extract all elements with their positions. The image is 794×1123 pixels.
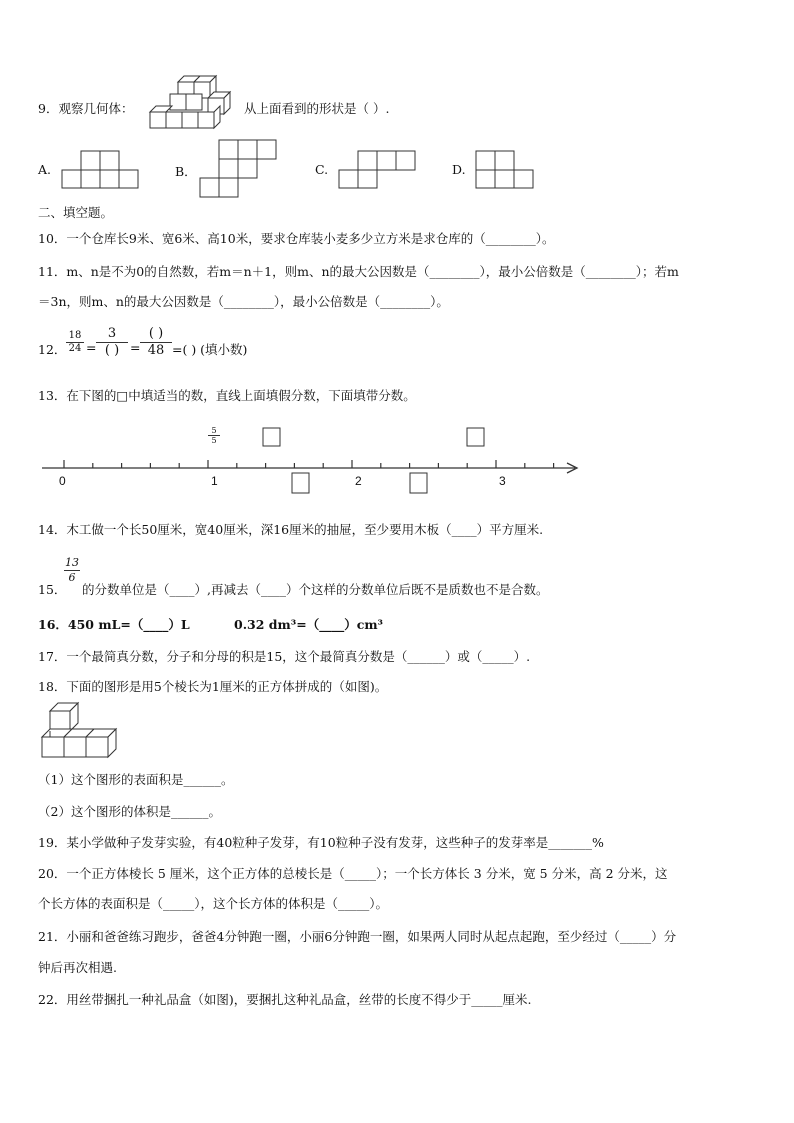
q9-number: 9．观察几何体： bbox=[38, 101, 134, 116]
q12-fraction-2: 3 ( ) bbox=[96, 326, 128, 359]
q9-option-b-figure bbox=[200, 139, 280, 199]
q19-text: 19．某小学做种子发芽实验，有40粒种子发芽，有10粒种子没有发芽，这些种子的发芽率是_______% bbox=[38, 835, 604, 850]
q17-text: 17．一个最简真分数，分子和分母的积是15，这个最简真分数是（______）或（_____）. bbox=[38, 649, 531, 664]
q16-part2: 0.32 dm³=（____）cm³ bbox=[234, 617, 384, 632]
q10-text: 10．一个仓库长9米、宽6米、高10米，要求仓库装小麦多少立方米是求仓库的（________）。 bbox=[38, 231, 555, 246]
q12-equals-2: = bbox=[130, 340, 141, 355]
q15-text: 的分数单位是（____）,再减去（____）个这样的分数单位后既不是质数也不是合数。 bbox=[82, 582, 549, 597]
q9-option-c-label: C. bbox=[315, 162, 329, 177]
answer-box-upper-2[interactable] bbox=[467, 428, 484, 446]
q9-solid-figure bbox=[148, 80, 238, 132]
q9-question-text: 从上面看到的形状是（ ）. bbox=[244, 101, 390, 116]
q20-line1: 20．一个正方体棱长 5 厘米，这个正方体的总棱长是（_____）；一个长方体长 3 分米，宽 5 分米，高 2 分米，这 bbox=[38, 866, 668, 881]
q9-option-c-figure bbox=[339, 150, 419, 190]
q9-option-a-figure bbox=[62, 150, 140, 190]
q11-line1: 11．m、n是不为0的自然数，若m＝n＋1，则m、n的最大公因数是（________），最小公倍数是（________）；若m bbox=[38, 264, 679, 279]
q18-sub2: （2）这个图形的体积是______。 bbox=[38, 804, 221, 819]
q11-line2: ＝3n，则m、n的最大公因数是（________），最小公倍数是（________）。 bbox=[38, 294, 449, 309]
q12-number: 12． bbox=[38, 342, 67, 357]
section-heading: 二、填空题。 bbox=[38, 205, 114, 220]
tick-label-3: 3 bbox=[499, 474, 506, 488]
answer-box-upper-1[interactable] bbox=[263, 428, 280, 446]
q12-fraction-3: ( ) 48 bbox=[140, 326, 172, 359]
q21-line2: 钟后再次相遇. bbox=[38, 960, 117, 975]
q18-sub1: （1）这个图形的表面积是______。 bbox=[38, 772, 234, 787]
tick-label-1: 1 bbox=[211, 474, 218, 488]
tick-label-2: 2 bbox=[355, 474, 362, 488]
q18-text: 18．下面的图形是用5个棱长为1厘米的正方体拼成的（如图)。 bbox=[38, 679, 388, 694]
q9-option-b-label: B． bbox=[175, 164, 197, 179]
q9-option-d-label: D. bbox=[452, 162, 466, 177]
q16-part1: 16．450 mL=（____）L bbox=[38, 617, 190, 632]
q22-text: 22．用丝带捆扎一种礼品盒（如图)，要捆扎这种礼品盒，丝带的长度不得少于_____厘米. bbox=[38, 992, 532, 1007]
q18-cube-figure bbox=[40, 703, 120, 761]
q13-fraction-label: $\frac{5}{5}$ bbox=[208, 426, 220, 445]
q21-line1: 21．小丽和爸爸练习跑步，爸爸4分钟跑一圈，小丽6分钟跑一圈，如果两人同时从起点起跑，至少经过（_____）分 bbox=[38, 929, 677, 944]
q12-equals-1: = bbox=[86, 340, 97, 355]
q13-text: 13．在下图的□中填适当的数，直线上面填假分数，下面填带分数。 bbox=[38, 388, 416, 403]
q14-text: 14．木工做一个长50厘米，宽40厘米，深16厘米的抽屉，至少要用木板（____）平方厘米. bbox=[38, 522, 544, 537]
q15-number: 15． bbox=[38, 582, 67, 597]
q12-fraction-1: $\frac{18}{24}$ bbox=[66, 330, 84, 355]
q12-tail: =( ) (填小数) bbox=[172, 342, 248, 357]
q15-fraction: $\frac{13}{6}$ bbox=[65, 556, 79, 584]
answer-box-lower-1[interactable] bbox=[292, 473, 309, 493]
answer-box-lower-2[interactable] bbox=[410, 473, 427, 493]
q20-line2: 个长方体的表面积是（_____），这个长方体的体积是（_____）。 bbox=[38, 896, 389, 911]
q9-option-d-figure bbox=[476, 150, 538, 190]
tick-label-0: 0 bbox=[59, 474, 66, 488]
q9-option-a-label: A. bbox=[38, 162, 52, 177]
